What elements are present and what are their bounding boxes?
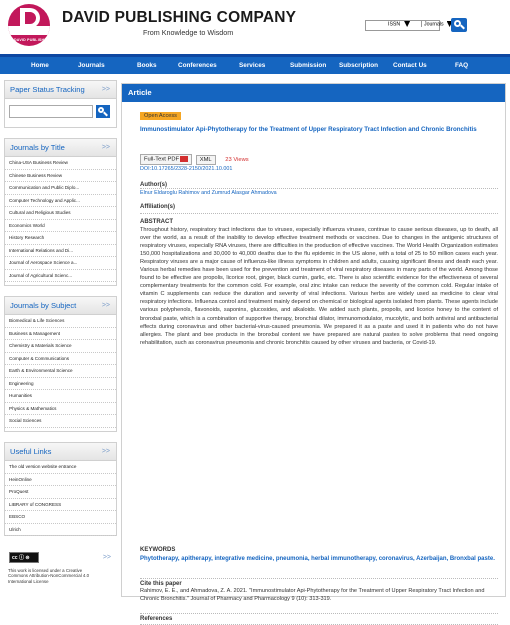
logo-text: DAVID PUBLISHING: [14, 38, 52, 42]
useful-links-panel: [4, 442, 117, 536]
subject-link[interactable]: Engineering: [5, 378, 116, 391]
journals-subject-panel: [4, 296, 117, 432]
keywords-label: KEYWORDS: [140, 547, 176, 553]
nav-subscription[interactable]: Subscription: [339, 62, 379, 69]
brand-name[interactable]: DAVID PUBLISHING COMPANY: [62, 9, 297, 26]
authors-label: Author(s): [140, 182, 498, 189]
site-header: [0, 0, 510, 52]
journal-link[interactable]: Economics World: [5, 220, 116, 233]
search-button[interactable]: [451, 18, 467, 32]
subject-link[interactable]: Computer & Communications: [5, 353, 116, 366]
journal-link[interactable]: Cultural and Religious Studies: [5, 207, 116, 220]
tracking-search-button[interactable]: [96, 105, 110, 118]
nav-books[interactable]: Books: [137, 62, 157, 69]
nav-contact[interactable]: Contact Us: [393, 62, 427, 69]
doi-link[interactable]: DOI:10.17265/2328-2150/2021.10.001: [140, 166, 233, 172]
journal-link[interactable]: Chinese Business Review: [5, 170, 116, 183]
article-panel: [121, 83, 506, 622]
abstract-label: ABSTRACT: [140, 219, 173, 225]
tracking-title: Paper Status Tracking: [10, 85, 85, 94]
creative-commons-badge[interactable]: cc ⓘ ⊜: [9, 552, 39, 563]
useful-link[interactable]: Ulrich: [5, 524, 116, 537]
journal-link[interactable]: Journal of Agricultural Scienc...: [5, 270, 116, 283]
chevron-right-icon[interactable]: >>: [101, 144, 110, 151]
article-section-title: Article: [128, 88, 152, 97]
journal-link[interactable]: Computer Technology and Applic...: [5, 195, 116, 208]
main-nav: [0, 54, 510, 74]
subject-link[interactable]: Physics & Mathematics: [5, 403, 116, 416]
affiliation-label: Affiliation(s): [140, 204, 498, 214]
journals-subject-heading: Journals by Subject: [10, 301, 77, 310]
chevron-right-icon[interactable]: >>: [101, 448, 110, 455]
chevron-right-icon[interactable]: >>: [101, 86, 110, 93]
chevron-right-icon[interactable]: >>: [102, 554, 111, 561]
journal-link[interactable]: Journal of Aerospace Science a...: [5, 257, 116, 270]
abstract-text: Throughout history, respiratory tract infections due to viruses, especially influenza viruses, continue to cause serious diseases, up to death, all over the world, as a result of the inability to develop effective treatment methods or vaccines. Due to changes in the antigenic structures of respiratory viruses, especially RNA viruses, there are difficulties in the production of effective vaccines. The World Health Organization estimates 150,000 hospitalizations and 30,000 to 40,000 deaths due to the flu epidemic in the US alone, with a total of 25 to 50 million cases each year. Respiratory viruses are a major cause of influenza-like illness symptoms in children and adults, causing significant illness and death each year. Various herbal remedies have been used for the prevention and treatment of viral respiratory diseases in many parts of the world. Among those found to be effective are propolis, licorice root, ginger, black cumin, garlic, etc. There is also scientific evidence for the effectiveness of several complementary treatments for the common cold. For example, oral zinc intake can reduce the severity of the common cold. Regular intake of vitamin C supplements can reduce the duration and severity of viral infections. Various herbs are widely used as medicine to clear viral respiratory infections. Influenza control and treatment mainly depend on chemical or biological agents isolated from plants. These agents include various polyphenols, flavonoids, saponins, glucosides, and alkaloids. We added such plants, propolis, and licorice honey to the content of bronxbal paste, which is a combination of supportive therapy, bronchial dilator, immunomodulator, mucolytic, and both antiviral and antibacterial effects during coronavirus and other bacterial-virus-caused pneumonia. We prepared it as a paste and used it in patients who do not have allergies. The plant and bee products in the bronxbal content we have prepared are natural pastes to solve problems that need ongoing rehabilitation, such as coronavirus pneumonia and chronic bronchitis caused by other viruses and bacteria, or Covid-19.: [140, 227, 498, 346]
useful-links-heading: Useful Links: [10, 447, 52, 456]
tracking-input[interactable]: [9, 105, 93, 118]
subject-link[interactable]: Business & Management: [5, 328, 116, 341]
chevron-right-icon[interactable]: >>: [101, 302, 110, 309]
xml-button[interactable]: XML: [196, 155, 216, 165]
nav-conferences[interactable]: Conferences: [178, 62, 217, 69]
pdf-icon: [180, 156, 188, 162]
journal-link[interactable]: China-USA Business Review: [5, 157, 116, 170]
useful-link[interactable]: HeinOnline: [5, 474, 116, 487]
cite-label: Cite this paper: [140, 578, 498, 587]
subject-link[interactable]: Earth & Environmental Science: [5, 365, 116, 378]
license-text: This work is licensed under a Creative Commons Attribution-NonCommercial 4.0 International License: [8, 568, 90, 584]
subject-link[interactable]: Biomedical & Life Sciences: [5, 315, 116, 328]
useful-link[interactable]: ProQuest: [5, 486, 116, 499]
search-type-select[interactable]: ISSN: [388, 21, 410, 27]
nav-home[interactable]: Home: [31, 62, 49, 69]
keywords-text: Phytotherapy, apitherapy, integrative medicine, pneumonia, herbal immunotherapy, coronavirus, Azerbaijan, Bronxbal paste.: [140, 556, 495, 562]
nav-services[interactable]: Services: [239, 62, 266, 69]
journal-link[interactable]: History Research: [5, 232, 116, 245]
journal-link[interactable]: International Relations and Di...: [5, 245, 116, 258]
open-access-badge: Open Access: [140, 112, 181, 120]
useful-link[interactable]: LIBRARY of CONGRESS: [5, 499, 116, 512]
article-title[interactable]: Immunostimulator Api-Phytotherapy for the Treatment of Upper Respiratory Tract Infection and Chronic Bronchitis: [140, 126, 477, 133]
subject-link[interactable]: Social Sciences: [5, 415, 116, 428]
tracking-panel: [4, 80, 117, 128]
journals-title-heading: Journals by Title: [10, 143, 65, 152]
tagline: From Knowledge to Wisdom: [143, 28, 234, 37]
journal-link[interactable]: Communication and Public Diplo...: [5, 182, 116, 195]
nav-journals[interactable]: Journals: [78, 62, 105, 69]
references-label: References: [140, 613, 498, 622]
view-count: 23 Views: [225, 156, 249, 163]
useful-link[interactable]: The old version website entrance: [5, 461, 116, 474]
citation-text: Rahimov, E. E., and Ahmadova, Z. A. 2021. "Immunostimulator Api-Phytotherapy for the Treatment of Upper Respiratory Tract Infection and Chronic Bronchitis." Journal of Pharmacy and Pharmacology 9 (10): 313-319.: [140, 588, 485, 602]
journals-title-panel: [4, 138, 117, 286]
nav-faq[interactable]: FAQ: [455, 62, 469, 69]
fulltext-row: [140, 154, 249, 165]
authors-link[interactable]: Elnur Eldaroglu Rahimov and Zumrud Alasgar Ahmadova: [140, 190, 277, 196]
useful-link[interactable]: EBSCO: [5, 511, 116, 524]
chevron-down-icon: [404, 21, 410, 27]
license-panel: [4, 546, 117, 590]
search-scope-select[interactable]: Journals: [421, 21, 453, 27]
subject-link[interactable]: Humanities: [5, 390, 116, 403]
fulltext-pdf-button[interactable]: Full-Text PDF: [140, 154, 192, 165]
subject-link[interactable]: Chemistry & Materials Science: [5, 340, 116, 353]
nav-submission[interactable]: Submission: [290, 62, 327, 69]
